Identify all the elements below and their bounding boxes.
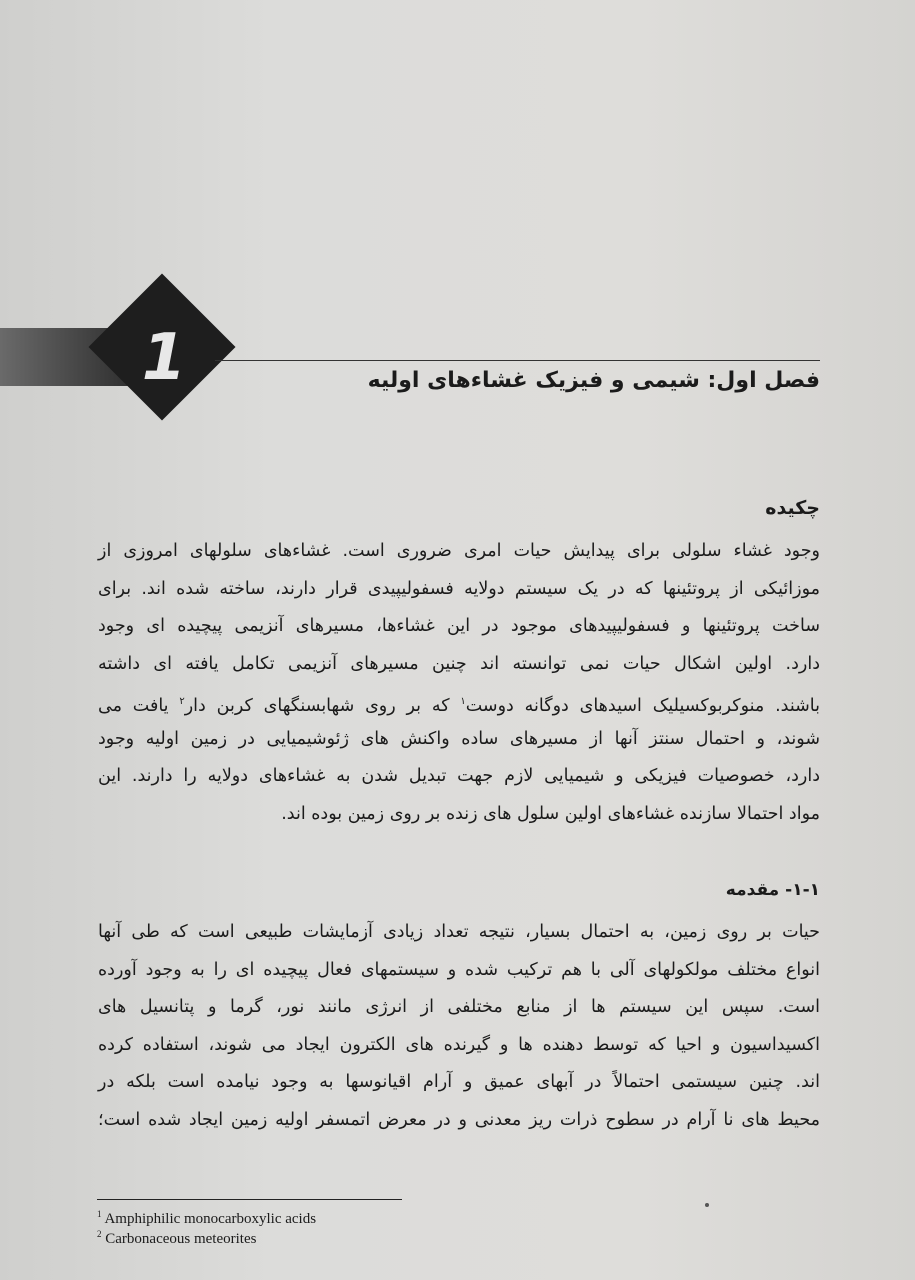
chapter-number: 1 [141, 321, 187, 395]
text-line: شوند، و احتمال سنتز آنها از مسیرهای ساده واکنش های ژئوشیمیایی در زمین اولیه وجود [98, 728, 820, 749]
text-line: مواد احتمالا سازنده غشاءهای اولین سلول های زنده بر روی زمین بوده اند. [281, 803, 820, 824]
footnote-mark: 1 [97, 1209, 102, 1219]
footnote-mark: 2 [97, 1229, 102, 1239]
footnote-text: Carbonaceous meteorites [105, 1231, 257, 1247]
chapter-title: فصل اول: شیمی و فیزیک غشاءهای اولیه [367, 368, 820, 393]
abstract-paragraph [98, 533, 820, 833]
text-line: حیات بر روی زمین، به احتمال بسیار، نتیجه تعداد زیادی آزمایشات طبیعی است که طی آنها [98, 922, 820, 942]
text-line: دارد، خصوصیات فیزیکی و شیمیایی لازم جهت تبدیل شدن به غشاءهای دولایه را دارند. این [98, 766, 820, 786]
footnote-ref-1: ۱ [460, 696, 466, 707]
text-line: اکسیداسیون و احیا که توسط دهنده ها و گیرنده های الکترون ایجاد می شوند، استفاده کرده [98, 1034, 820, 1055]
footnote-ref-2: ۲ [179, 696, 185, 707]
footnote-2 [97, 1229, 256, 1248]
footnote-text: Amphiphilic monocarboxylic acids [104, 1211, 317, 1227]
text-line [98, 683, 820, 721]
intro-heading: ۱-۱- مقدمه [725, 880, 820, 900]
text-line: موزائیکی از پروتئینها که در یک سیستم دولایه فسفولیپیدی قرار دارند، ساخته شده اند. برای [98, 578, 820, 599]
footnote-1 [97, 1209, 316, 1228]
text-line: انواع مختلف مولکولهای آلی با هم ترکیب شده و سیستمهای فعال پیچیده ای را به وجود آورده [98, 959, 820, 980]
text-segment: که بر روی شهابسنگهای کربن دار [184, 695, 461, 716]
chapter-title-rule [215, 360, 820, 361]
abstract-heading: چکیده [765, 497, 820, 519]
page-speck [705, 1203, 709, 1207]
text-segment: یافت می [98, 695, 180, 716]
text-line: دارد. اولین اشکال حیات نمی توانسته اند چنین مسیرهای آنزیمی تکامل یافته ای داشته [98, 653, 820, 674]
text-line: ساخت پروتئینها و فسفولیپیدهای موجود در این غشاءها، مسیرهای آنزیمی پیچیده ای وجود [98, 616, 820, 636]
text-line: است. سپس این سیستم ها از منابع مختلفی از انرژی مانند نور، گرما و پتانسیل های [98, 997, 820, 1017]
text-line: اند. چنین سیستمی احتمالاً در آبهای عمیق و آرام اقیانوسها به وجود نیامده است بلکه در [98, 1072, 820, 1092]
text-segment: باشند. منوکربوکسیلیک اسیدهای دوگانه دوست [465, 695, 820, 716]
text-line: محیط های نا آرام در سطوح ذرات ریز معدنی و در معرض اتمسفر اولیه زمین ایجاد شده است؛ [98, 1109, 820, 1130]
intro-paragraph [98, 914, 820, 1139]
footnote-rule [97, 1199, 402, 1200]
text-line: وجود غشاء سلولی برای پیدایش حیات امری ضروری است. غشاءهای سلولهای امروزی از [98, 541, 820, 561]
